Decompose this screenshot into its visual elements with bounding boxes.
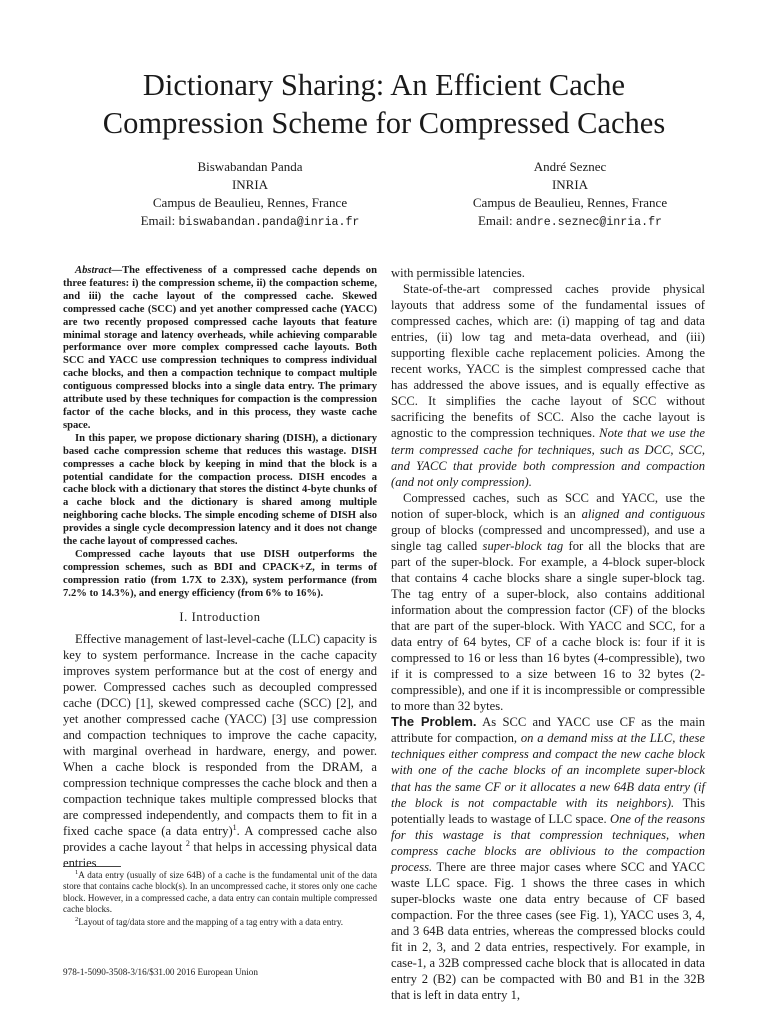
paper-title-line-2: Compression Scheme for Compressed Caches	[102, 106, 666, 140]
author-affiliation: INRIA	[551, 177, 589, 192]
author-email-line	[420, 212, 720, 232]
author-block-2	[420, 158, 720, 232]
intro-paragraph-1: Effective management of last-level-cache (LLC) capacity is key to system performance. Increase in the cache capacity improves system performance but at the cost of energy and power. Compressed caches such as decoupled compressed cache (DCC) [1], skewed compressed cache (SCC) [2], and yet another compressed cache (YACC) [3] use compression and compaction techniques to improve the cache capacity, with marginal overhead in hardware, energy, and power. When a cache block is responded from the DRAM, a compression technique compresses the cache block and then a compaction technique takes multiple compressed blocks that are compressed independently, and compacts them to fit in a fixed cache space (a data entry)$^1$. A compressed cache also provides a cache layout $^2$ that helps in accessing physical data entries	[63, 631, 377, 871]
problem-label: The Problem.	[391, 714, 477, 730]
body-paragraph-problem: The Problem. As SCC and YACC use CF as the main attribute for compaction, on a demand miss at the LLC, these techniques either compress and compact the new cache block with one of the cache blocks of an incomplete super-block that has the same CF or it allocates a new 64B data entry (if the block is not compactable with its neighbors). This potentially leads to wastage of LLC space. One of the reasons for this wastage is that compression techniques, when compress cache blocks are oblivious to the compaction process. There are three major cases where SCC and YACC waste LLC space. Fig. 1 shows the three cases in which super-blocks waste one data entry because of CF based compaction. For the three cases (see Fig. 1), YACC uses 3, 4, and 3 64B data entries, whereas the compressed blocks could fit in 2, 3, and 2 data entries, respectively. For example, in case-1, a 32B compressed cache block that is allocated in data entry 2 (B2) can be compacted with B0 and B1 in the 32B that is left in data entry 1,	[391, 714, 706, 1003]
abstract-paragraph-2: In this paper, we propose dictionary sharing (DISH), a dictionary based cache compression scheme that reduces this wastage. DISH compresses a cache block by keeping in mind that the block is a potential candidate for the compaction process. DISH encodes a cache block with a dictionary that stores the distinct 4-byte chunks of a cache block and the dictionary is shared among multiple neighboring cache blocks. The simple encoding scheme of DISH also provides a single cycle decompression latency and it does not change the cache layout of compressed caches.	[63, 432, 377, 548]
abstract-label: Abstract	[75, 265, 112, 276]
body-paragraph-layouts: State-of-the-art compressed caches provide physical layouts that address some of the fundamental issues of compressed caches, which are: (i) mapping of tag and data entries, (ii) low tag and meta-data overhead, and (iii) supporting flexible cache replacement policies. Among the recent works, YACC is the simplest compressed cache that has addressed the above issues, and is equally effective as SCC. It simplifies the cache layout of SCC without sacrificing the benefits of SCC. Also the cache layout is agnostic to the compression techniques. Note that we use the term compressed cache for techniques, such as DCC, SCC, and YACC that provide both compression and compaction (and not only compression).	[391, 282, 705, 489]
section-heading-introduction: I. Introduction	[179, 609, 261, 624]
email-label: Email:	[140, 213, 176, 228]
author-address: Campus de Beaulieu, Rennes, France	[152, 195, 348, 210]
footnote-2: $^2$Layout of tag/data store and the mapping of a tag entry with a data entry.	[75, 916, 344, 928]
author-email-line	[100, 212, 400, 232]
copyright-notice: 978-1-5090-3508-3/16/$31.00 2016 European Union	[63, 967, 258, 977]
footnote-marker-1[interactable]: 1	[232, 822, 237, 832]
author-name: Biswabandan Panda	[197, 159, 303, 174]
author-name: André Seznec	[533, 159, 607, 174]
body-paragraph-continuation: with permissible latencies.	[391, 266, 525, 280]
body-paragraph-super-block: Compressed caches, such as SCC and YACC, use the notion of super-block, which is an aligned and contiguous group of blocks (compressed and uncompressed), and use a single tag called super-block tag for all the blocks that are part of the super-block. For example, a 4-block super-block that contains 4 cache blocks share a single super-block tag. The tag entry of a super-block, also contains additional information about the compression factor (CF) of the blocks that are part of the super-block. With YACC and SCC, for a data entry of 64 bytes, CF of a cache block is: four if it is compressed to 16 or less than 16 bytes (4-compressible), two if it is compressed to a size between 16 to 32 bytes (2-compressible), and one if it is incompressible or compressible to more than 32 bytes.	[391, 490, 706, 714]
left-column	[63, 265, 377, 871]
author-email[interactable]: biswabandan.panda@inria.fr	[178, 216, 360, 229]
paper-title-line-1: Dictionary Sharing: An Efficient Cache	[142, 68, 626, 102]
paper-title	[40, 66, 728, 142]
author-affiliation: INRIA	[231, 177, 269, 192]
abstract-paragraph-3: Compressed cache layouts that use DISH outperforms the compression schemes, such as BDI and CPACK+Z, in terms of compression ratio (from 1.7X to 2.3X), system performance (from 7.2% to 14.3%), and energy efficiency (from 6% to 16%).	[63, 548, 377, 599]
email-label: Email:	[477, 213, 513, 228]
author-email[interactable]: andre.seznec@inria.fr	[515, 216, 663, 229]
footnote-1: $^1$A data entry (usually of size 64B) of a cache is the fundamental unit of the data store that contains cache block(s). In an uncompressed cache, it stores only one cache block. However, in a compressed cache, a data entry can contain multiple compressed cache blocks.	[63, 868, 377, 914]
footnotes	[63, 870, 377, 930]
footnote-marker-2[interactable]: 2	[185, 838, 190, 848]
author-block-1	[100, 158, 400, 232]
abstract-paragraph-1: Abstract—The effectiveness of a compressed cache depends on three features: i) the compression scheme, ii) the compaction scheme, and iii) the cache layout of the compressed cache. Skewed compressed cache (SCC) and yet another compressed cache (YACC) are two recently proposed compressed cache layouts that feature minimal storage and latency overheads, while achieving comparable performance over more complex compressed cache layouts. Both SCC and YACC use compression techniques to compress individual cache blocks, and then a compaction technique to compact multiple contiguous compressed blocks into a single data entry. The primary attribute used by these techniques for compaction is the compression factor of the cache blocks, and in this process, they waste cache space.	[63, 265, 377, 431]
author-address: Campus de Beaulieu, Rennes, France	[472, 195, 668, 210]
right-column	[391, 265, 705, 1003]
footnote-rule	[63, 866, 121, 867]
